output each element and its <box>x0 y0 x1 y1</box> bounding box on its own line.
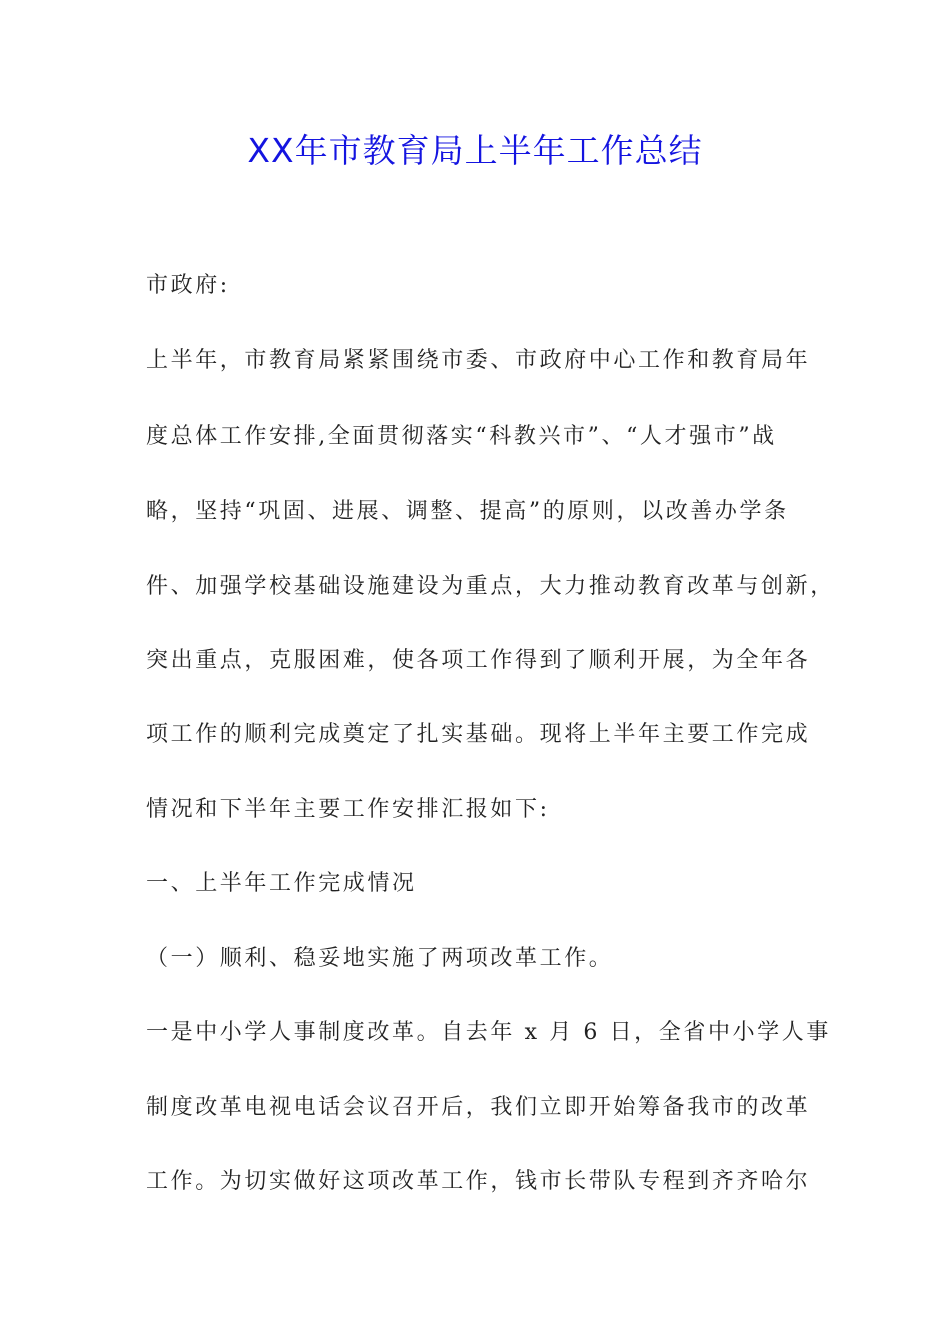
paragraph-line: 突出重点，克服困难，使各项工作得到了顺利开展，为全年各 <box>146 648 811 673</box>
document-title: XX年市教育局上半年工作总结 <box>247 131 703 170</box>
paragraph-line: 上半年，市教育局紧紧围绕市委、市政府中心工作和教育局年 <box>146 348 811 373</box>
salutation: 市政府: <box>146 273 230 298</box>
paragraph-line: 件、加强学校基础设施建设为重点，大力推动教育改革与创新， <box>146 574 835 599</box>
paragraph-line: 制度改革电视电话会议召开后，我们立即开始筹备我市的改革 <box>146 1095 811 1120</box>
paragraph-line: 工作。为切实做好这项改革工作，钱市长带队专程到齐齐哈尔 <box>146 1169 811 1194</box>
section-heading: 一、上半年工作完成情况 <box>146 871 417 896</box>
paragraph-line: 度总体工作安排,全面贯彻落实“科教兴市”、“人才强市”战 <box>146 424 777 449</box>
paragraph-line: 一是中小学人事制度改革。自去年 x 月 6 日，全省中小学人事 <box>146 1020 831 1045</box>
paragraph-line: 情况和下半年主要工作安排汇报如下: <box>146 797 550 822</box>
paragraph-line: 略，坚持“巩固、进展、调整、提高”的原则，以改善办学条 <box>146 499 789 524</box>
paragraph-line: 项工作的顺利完成奠定了扎实基础。现将上半年主要工作完成 <box>146 722 811 747</box>
subsection-heading: （一）顺利、稳妥地实施了两项改革工作。 <box>146 946 614 971</box>
